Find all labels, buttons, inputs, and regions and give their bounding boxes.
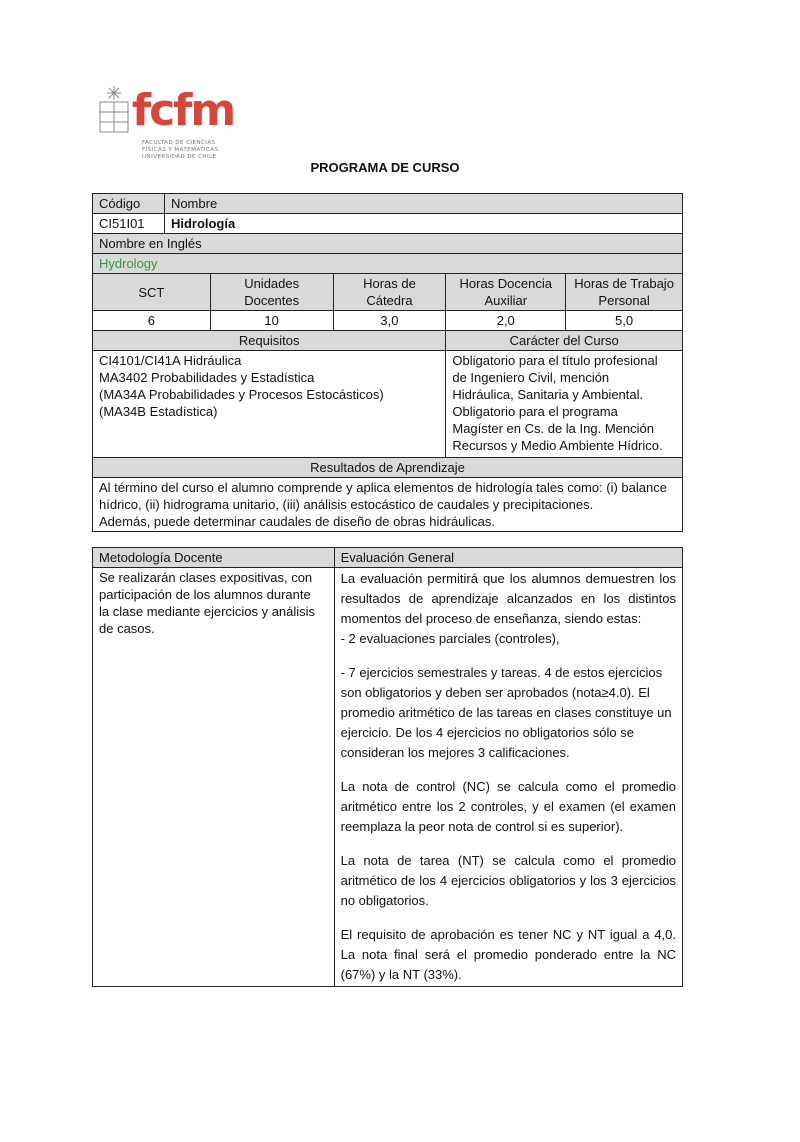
course-name: Hidrología (164, 214, 682, 234)
requisito-item: MA3402 Probabilidades y Estadística (99, 370, 315, 385)
resultados-line: hídrico, (ii) hidrograma unitario, (iii) análisis estocástico de caudales y precipitaciones. (99, 497, 594, 512)
english-name-header: Nombre en Inglés (93, 234, 683, 254)
evaluacion-paragraph: El requisito de aprobación es tener NC y NT igual a 4,0. La nota final será el promedio ponderado entre la NC (67%) y la NT (33%). (340, 927, 676, 982)
sct-value: 6 (93, 311, 211, 331)
evaluacion-header: Evaluación General (334, 548, 682, 568)
methodology-table (92, 547, 683, 987)
sct-header: SCT (93, 274, 211, 311)
resultados-header: Resultados de Aprendizaje (93, 458, 683, 478)
course-code: CI51I01 (93, 214, 165, 234)
resultados-line: Además, puede determinar caudales de diseño de obras hidráulicas. (99, 514, 496, 529)
page-title: PROGRAMA DE CURSO (310, 160, 460, 175)
course-info-table (92, 193, 683, 532)
unidades-header: Unidades Docentes (210, 274, 333, 311)
english-name: Hydrology (93, 254, 683, 274)
auxiliar-value: 2,0 (446, 311, 566, 331)
caracter-line: Obligatorio para el título profesional (452, 353, 658, 368)
faculty-line: FACULTAD DE CIENCIAS (142, 140, 216, 146)
metodologia-line: de casos. (99, 621, 155, 636)
metodologia-line: participación de los alumnos durante (99, 587, 311, 602)
faculty-line: FÍSICAS Y MATEMÁTICAS (142, 147, 219, 153)
metodologia-header: Metodología Docente (93, 548, 335, 568)
unidades-value: 10 (210, 311, 333, 331)
fcfm-wordmark: fcfm (132, 85, 235, 136)
personal-value: 5,0 (566, 311, 683, 331)
catedra-header: Horas de Cátedra (333, 274, 446, 311)
evaluacion-paragraph: La nota de control (NC) se calcula como el promedio aritmético entre los 2 controles, y el examen (el examen reemplaza la peor nota de control si es superior). (340, 779, 676, 834)
evaluacion-paragraph: - 7 ejercicios semestrales y tareas. 4 de estos ejercicios son obligatorios y deben ser aprobados (nota≥4.0). El promedio aritmético de las tareas en clases constituye un ejercicio. De los 4 ejercicios no obligatorios sólo se consideran los mejores 3 calificaciones. (340, 665, 672, 760)
metodologia-line: la clase mediante ejercicios y análisis (99, 604, 316, 619)
requisito-item: CI4101/CI41A Hidráulica (99, 353, 242, 368)
university-seal-icon (96, 84, 132, 134)
faculty-line: UNIVERSIDAD DE CHILE (142, 154, 217, 160)
caracter-line: Magíster en Cs. de la Ing. Mención (452, 421, 654, 436)
requisitos-list (93, 351, 446, 458)
caracter-line: de Ingeniero Civil, mención (452, 370, 610, 385)
resultados-text (93, 478, 683, 532)
requisitos-header: Requisitos (93, 331, 446, 351)
metodologia-line: Se realizarán clases expositivas, con (99, 570, 313, 585)
resultados-line: Al término del curso el alumno comprende y aplica elementos de hidrología tales como: (i) balance (99, 480, 667, 495)
metodologia-text (93, 568, 335, 987)
requisito-item: (MA34B Estadística) (99, 404, 218, 419)
requisito-item: (MA34A Probabilidades y Procesos Estocásticos) (99, 387, 384, 402)
caracter-line: Hidráulica, Sanitaria y Ambiental. (452, 387, 644, 402)
caracter-line: Obligatorio para el programa (452, 404, 618, 419)
caracter-header: Carácter del Curso (446, 331, 683, 351)
evaluacion-paragraph: La nota de tarea (NT) se calcula como el promedio aritmético de los 4 ejercicios obligatorios y los 3 ejercicios no obligatorios. (340, 853, 676, 908)
code-header: Código (93, 194, 165, 214)
caracter-list (446, 351, 683, 458)
evaluacion-text (334, 568, 682, 987)
caracter-line: Recursos y Medio Ambiente Hídrico. (452, 438, 663, 453)
fcfm-logo (96, 84, 235, 164)
auxiliar-header: Horas Docencia Auxiliar (446, 274, 566, 311)
personal-header: Horas de Trabajo Personal (566, 274, 683, 311)
name-header: Nombre (164, 194, 682, 214)
evaluacion-paragraph: La evaluación permitirá que los alumnos demuestren los resultados de aprendizaje alcanzados en los distintos momentos del proceso de enseñanza, siendo estas: - 2 evaluaciones parciales (controles), (340, 571, 676, 646)
catedra-value: 3,0 (333, 311, 446, 331)
faculty-name (142, 140, 232, 161)
